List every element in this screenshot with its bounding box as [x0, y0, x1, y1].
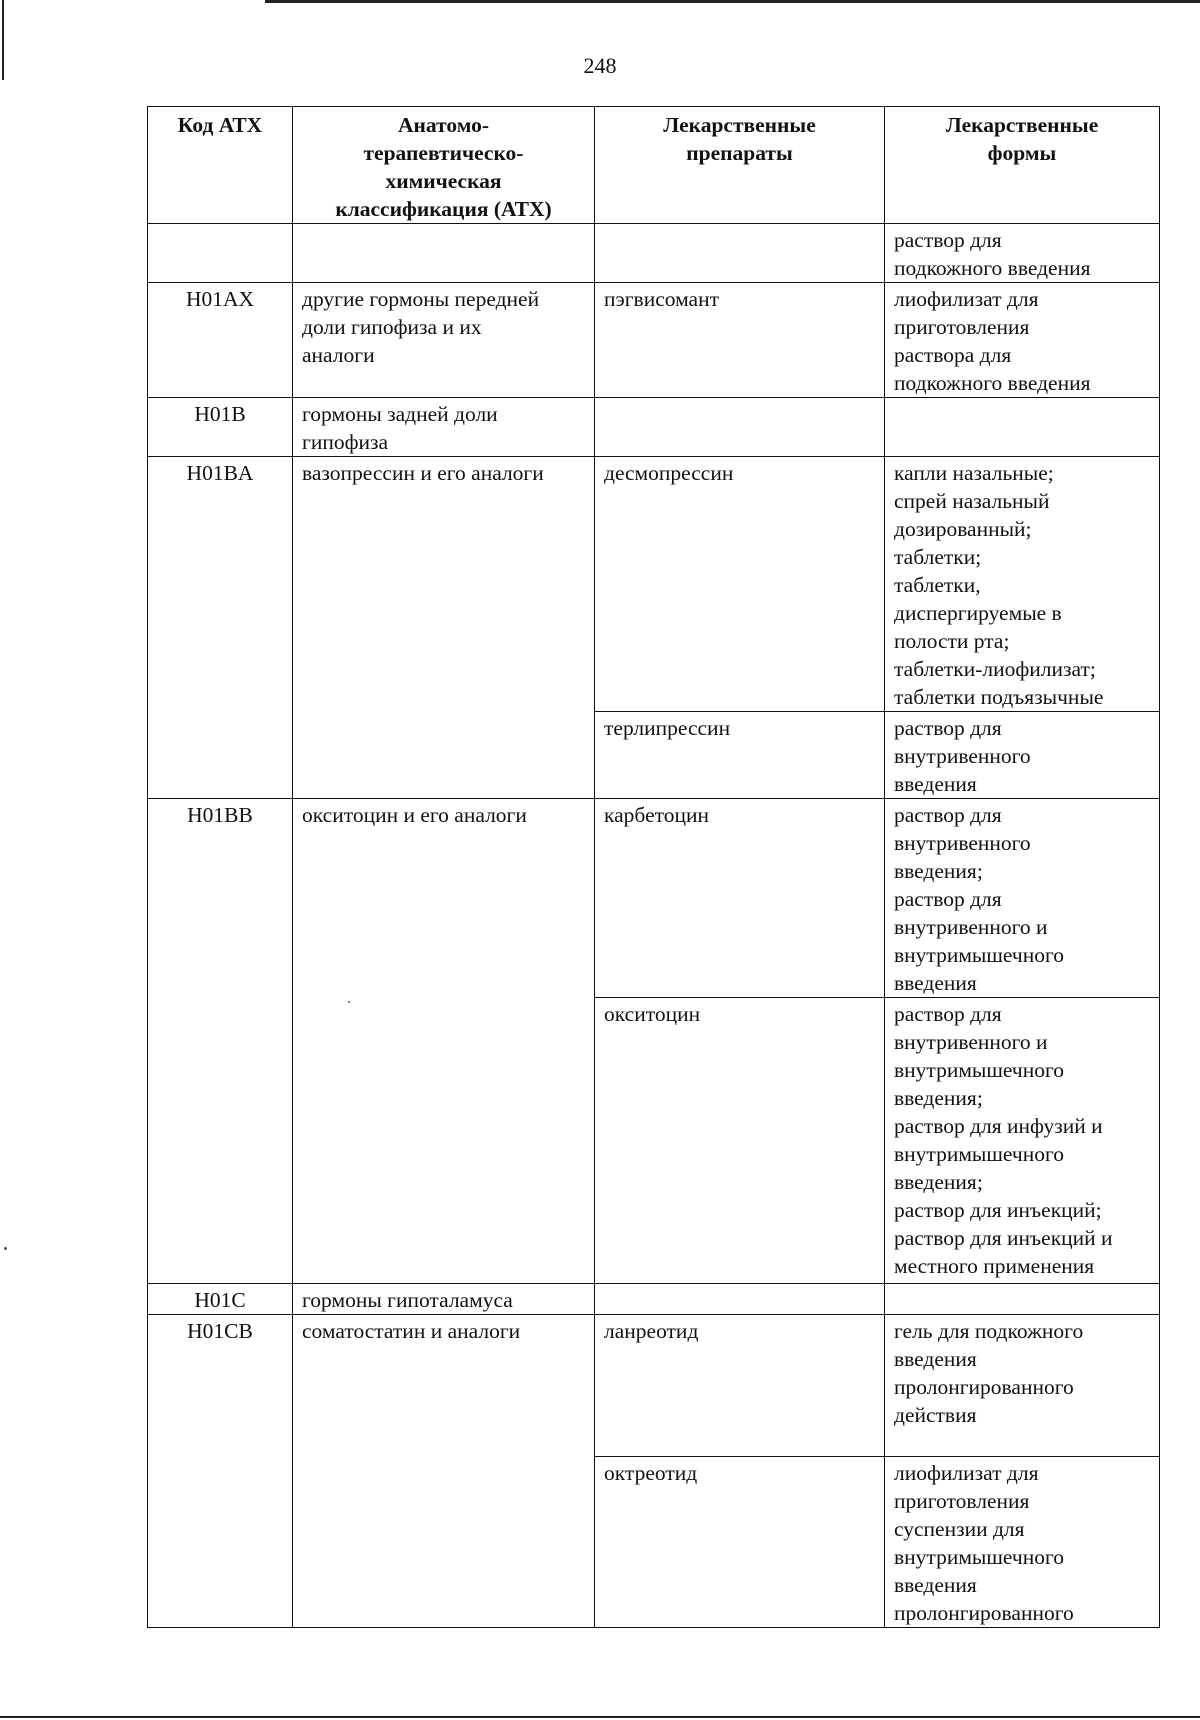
text-line: раствора для: [894, 343, 1012, 367]
text-line: диспергируемые в: [894, 601, 1062, 625]
text-line: внутримышечного: [894, 1058, 1065, 1082]
atc-cell: [293, 1315, 595, 1457]
text-line: гормоны гипоталамуса: [302, 1288, 513, 1312]
text-line: другие гормоны передней: [302, 287, 540, 311]
forms-cell: [885, 457, 1160, 712]
table-row: [148, 398, 1160, 457]
table-row: [148, 224, 1160, 283]
text-line: аналоги: [302, 343, 375, 367]
text-line: полости рта;: [894, 629, 1010, 653]
forms-cell: [885, 799, 1160, 998]
text-line: внутримышечного: [894, 1142, 1065, 1166]
text-line: введения: [894, 1347, 977, 1371]
text-line: химическая: [385, 169, 502, 193]
code-cell: H01AX: [148, 283, 293, 398]
scan-top-edge: [265, 0, 1200, 3]
atc-drug-table: [147, 106, 1160, 1628]
code-cell: H01C: [148, 1284, 293, 1315]
table-row: [148, 799, 1160, 998]
text-line: препараты: [686, 141, 793, 165]
text-line: раствор для: [894, 228, 1002, 252]
text-line: вазопрессин и его аналоги: [302, 461, 544, 485]
forms-cell: [885, 283, 1160, 398]
forms-cell: [885, 1315, 1160, 1457]
drug-cell: пэгвисомант: [595, 283, 885, 398]
text-line: введения;: [894, 1086, 983, 1110]
text-line: дозированный;: [894, 517, 1032, 541]
header-forms: [885, 107, 1160, 224]
text-line: лиофилизат для: [894, 287, 1039, 311]
table-row: [148, 457, 1160, 712]
atc-cell: [293, 1284, 595, 1315]
scan-speck: [4, 1247, 7, 1250]
drug-cell: карбетоцин: [595, 799, 885, 998]
text-line: гель для подкожного: [894, 1319, 1084, 1343]
text-line: терапевтическо-: [363, 141, 524, 165]
text-line: внутривенного: [894, 831, 1031, 855]
code-cell: H01BB: [148, 799, 293, 998]
text-line: таблетки-лиофилизат;: [894, 657, 1096, 681]
table-row: [148, 998, 1160, 1284]
text-line: лиофилизат для: [894, 1461, 1039, 1485]
text-line: введения: [894, 772, 977, 796]
text-line: таблетки;: [894, 545, 982, 569]
text-line: формы: [987, 141, 1057, 165]
text-line: гипофиза: [302, 430, 389, 454]
table-row: [148, 712, 1160, 799]
text-line: раствор для: [894, 803, 1002, 827]
drug-cell: [595, 398, 885, 457]
code-cell: [148, 1457, 293, 1628]
text-line: раствор для: [894, 887, 1002, 911]
text-line: спрей назальный: [894, 489, 1050, 513]
drug-cell: октреотид: [595, 1457, 885, 1628]
drug-cell: [595, 1284, 885, 1315]
scan-bottom-edge: [0, 1716, 1200, 1718]
header-code: Код АТХ: [148, 107, 293, 224]
text-line: суспензии для: [894, 1517, 1025, 1541]
text-line: таблетки подъязычные: [894, 685, 1104, 709]
table-row: [148, 1284, 1160, 1315]
text-line: приготовления: [894, 1489, 1030, 1513]
text-line: раствор для: [894, 1002, 1002, 1026]
header-atc-classification: [293, 107, 595, 224]
drug-cell: десмопрессин: [595, 457, 885, 712]
text-line: действия: [894, 1403, 977, 1427]
forms-cell: [885, 1284, 1160, 1315]
forms-cell: [885, 1457, 1160, 1628]
atc-cell: [293, 457, 595, 712]
text-line: подкожного введения: [894, 256, 1091, 280]
table-row: [148, 1315, 1160, 1457]
atc-cell: [293, 398, 595, 457]
text-line: таблетки,: [894, 573, 981, 597]
text-line: внутримышечного: [894, 1545, 1065, 1569]
text-line: внутривенного: [894, 744, 1031, 768]
text-line: соматостатин и аналоги: [302, 1319, 521, 1343]
drug-cell: [595, 224, 885, 283]
text-line: Лекарственные: [663, 113, 816, 137]
text-line: гормоны задней доли: [302, 402, 498, 426]
atc-cell: [293, 224, 595, 283]
table-row: [148, 283, 1160, 398]
text-line: подкожного введения: [894, 371, 1091, 395]
text-line: приготовления: [894, 315, 1030, 339]
drug-cell: ланреотид: [595, 1315, 885, 1457]
code-cell: H01CB: [148, 1315, 293, 1457]
text-line: введения;: [894, 859, 983, 883]
atc-cell: [293, 799, 595, 998]
forms-cell: [885, 712, 1160, 799]
text-line: введения;: [894, 1170, 983, 1194]
text-line: местного применения: [894, 1254, 1095, 1278]
text-line: раствор для инъекций и: [894, 1226, 1113, 1250]
code-cell: [148, 998, 293, 1284]
text-line: Анатомо-: [398, 113, 489, 137]
text-line: внутривенного и: [894, 915, 1048, 939]
drug-cell: терлипрессин: [595, 712, 885, 799]
forms-cell: [885, 224, 1160, 283]
atc-cell: [293, 998, 595, 1284]
text-line: раствор для инфузий и: [894, 1114, 1103, 1138]
text-line: введения: [894, 971, 977, 995]
text-line: капли назальные;: [894, 461, 1054, 485]
code-cell: [148, 224, 293, 283]
atc-cell: [293, 1457, 595, 1628]
forms-cell: [885, 998, 1160, 1284]
table-header-row: [148, 107, 1160, 224]
atc-cell: [293, 712, 595, 799]
atc-cell: [293, 283, 595, 398]
text-line: пролонгированного: [894, 1601, 1074, 1625]
text-line: внутримышечного: [894, 943, 1065, 967]
code-cell: [148, 712, 293, 799]
text-line: раствор для: [894, 716, 1002, 740]
text-line: Лекарственные: [945, 113, 1099, 137]
text-line: классификация (АТХ): [335, 197, 552, 221]
page-number: 248: [583, 53, 617, 78]
table-row: [148, 1457, 1160, 1628]
text-line: пролонгированного: [894, 1375, 1074, 1399]
code-cell: H01B: [148, 398, 293, 457]
header-drugs: [595, 107, 885, 224]
code-cell: H01BA: [148, 457, 293, 712]
text-line: раствор для инъекций;: [894, 1198, 1102, 1222]
text-line: введения: [894, 1573, 977, 1597]
drug-cell: окситоцин: [595, 998, 885, 1284]
text-line: доли гипофиза и их: [302, 315, 482, 339]
text-line: внутривенного и: [894, 1030, 1048, 1054]
forms-cell: [885, 398, 1160, 457]
text-line: окситоцин и его аналоги: [302, 803, 527, 827]
